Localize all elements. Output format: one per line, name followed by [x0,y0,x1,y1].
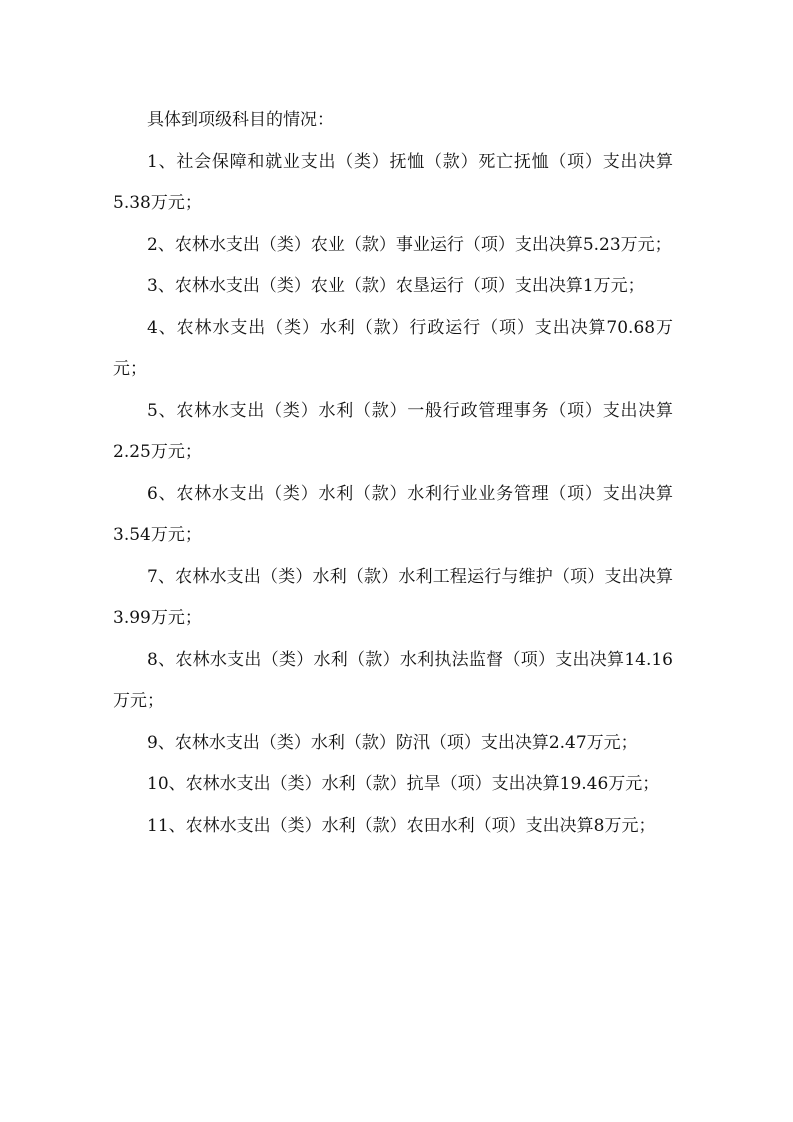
list-item: 11、农林水支出（类）水利（款）农田水利（项）支出决算8万元； [147,815,656,836]
list-item: 9、农林水支出（类）水利（款）防汛（项）支出决算2.47万元； [147,732,638,753]
document-body [113,100,673,847]
list-item: 5、农林水支出（类）水利（款）一般行政管理事务（项）支出决算2.25万元； [113,400,673,462]
list-item: 8、农林水支出（类）水利（款）水利执法监督（项）支出决算14.16万元； [113,649,673,711]
list-item: 10、农林水支出（类）水利（款）抗旱（项）支出决算19.46万元； [147,774,660,794]
list-item: 2、农林水支出（类）农业（款）事业运行（项）支出决算5.23万元； [147,234,672,255]
list-item: 6、农林水支出（类）水利（款）水利行业业务管理（项）支出决算3.54万元； [113,483,673,545]
list-item: 1、社会保障和就业支出（类）抚恤（款）死亡抚恤（项）支出决算5.38万元； [113,151,673,213]
list-item: 4、农林水支出（类）水利（款）行政运行（项）支出决算70.68万元； [113,317,673,379]
list-item: 3、农林水支出（类）农业（款）农垦运行（项）支出决算1万元； [147,276,645,296]
list-item: 7、农林水支出（类）水利（款）水利工程运行与维护（项）支出决算3.99万元； [113,566,673,628]
intro-paragraph: 具体到项级科目的情况： [147,110,334,130]
